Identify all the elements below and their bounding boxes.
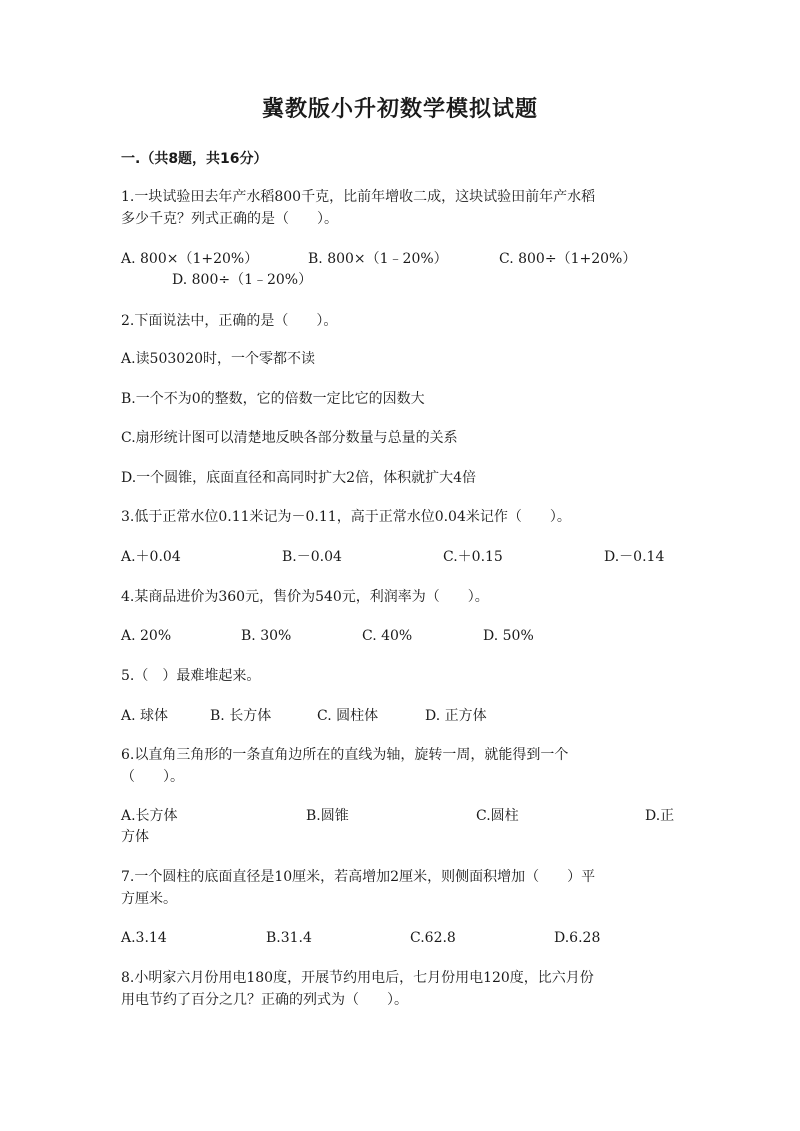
question-6-option-c[interactable]: C.圆柱 (476, 808, 519, 824)
question-3-option-c[interactable]: C.＋0.15 (443, 549, 503, 565)
question-4-option-c[interactable]: C. 40% (362, 628, 413, 644)
question-1-option-d[interactable]: D. 800÷（1﹣20%） (172, 272, 313, 288)
question-6-option-d[interactable]: D.正 (645, 808, 675, 824)
question-7-line-1: 7.一个圆柱的底面直径是10厘米，若高增加2厘米，则侧面积增加（ ）平 (121, 869, 596, 885)
question-5-option-d[interactable]: D. 正方体 (425, 708, 487, 724)
question-1-option-a[interactable]: A. 800×（1+20%） (121, 251, 259, 267)
question-6-option-b[interactable]: B.圆锥 (306, 808, 349, 824)
page-title: 冀教版小升初数学模拟试题 (261, 96, 538, 122)
question-4-option-b[interactable]: B. 30% (241, 628, 292, 644)
question-3-option-b[interactable]: B.－0.04 (282, 549, 342, 565)
question-8-line-1: 8.小明家六月份用电180度，开展节约用电后，七月份用电120度，比六月份 (121, 970, 594, 986)
question-5-option-c[interactable]: C. 圆柱体 (317, 708, 379, 724)
question-3-text: 3.低于正常水位0.11米记为－0.11，高于正常水位0.04米记作（ ）。 (121, 509, 571, 525)
question-6-option-a[interactable]: A.长方体 (121, 808, 178, 824)
question-4-option-d[interactable]: D. 50% (483, 628, 534, 644)
question-6-line-1: 6.以直角三角形的一条直角边所在的直线为轴，旋转一周，就能得到一个 (121, 747, 569, 763)
question-3-option-a[interactable]: A.＋0.04 (121, 549, 181, 565)
question-7-line-2: 方厘米。 (121, 891, 177, 907)
question-1-line-2: 多少千克？列式正确的是（ ）。 (121, 211, 338, 227)
question-5-text: 5.（ ）最难堆起来。 (121, 668, 261, 684)
question-2-text: 2.下面说法中，正确的是（ ）。 (121, 313, 338, 329)
question-7-option-d[interactable]: D.6.28 (554, 930, 601, 946)
question-2-option-a[interactable]: A.读503020时，一个零都不读 (121, 351, 316, 367)
question-8-line-2: 用电节约了百分之几？正确的列式为（ ）。 (121, 992, 408, 1008)
question-4-text: 4.某商品进价为360元，售价为540元，利润率为（ ）。 (121, 589, 489, 605)
question-3-option-d[interactable]: D.－0.14 (604, 549, 665, 565)
question-1-line-1: 1.一块试验田去年产水稻800千克，比前年增收二成，这块试验田前年产水稻 (121, 189, 596, 205)
question-7-option-c[interactable]: C.62.8 (410, 930, 456, 946)
question-2-option-c[interactable]: C.扇形统计图可以清楚地反映各部分数量与总量的关系 (121, 430, 458, 446)
question-2-option-d[interactable]: D.一个圆锥，底面直径和高同时扩大2倍，体积就扩大4倍 (121, 470, 476, 486)
question-4-option-a[interactable]: A. 20% (121, 628, 172, 644)
question-7-option-a[interactable]: A.3.14 (121, 930, 167, 946)
question-7-option-b[interactable]: B.31.4 (266, 930, 312, 946)
question-5-option-b[interactable]: B. 长方体 (210, 708, 272, 724)
question-1-option-c[interactable]: C. 800÷（1+20%） (499, 251, 637, 267)
question-2-option-b[interactable]: B.一个不为0的整数，它的倍数一定比它的因数大 (121, 391, 425, 407)
question-6-line-2: （ ）。 (121, 769, 184, 785)
question-6-option-d-continued: 方体 (121, 829, 149, 845)
question-5-option-a[interactable]: A. 球体 (121, 708, 169, 724)
section-heading: 一.（共8题，共16分） (121, 151, 268, 167)
question-1-option-b[interactable]: B. 800×（1﹣20%） (308, 251, 448, 267)
